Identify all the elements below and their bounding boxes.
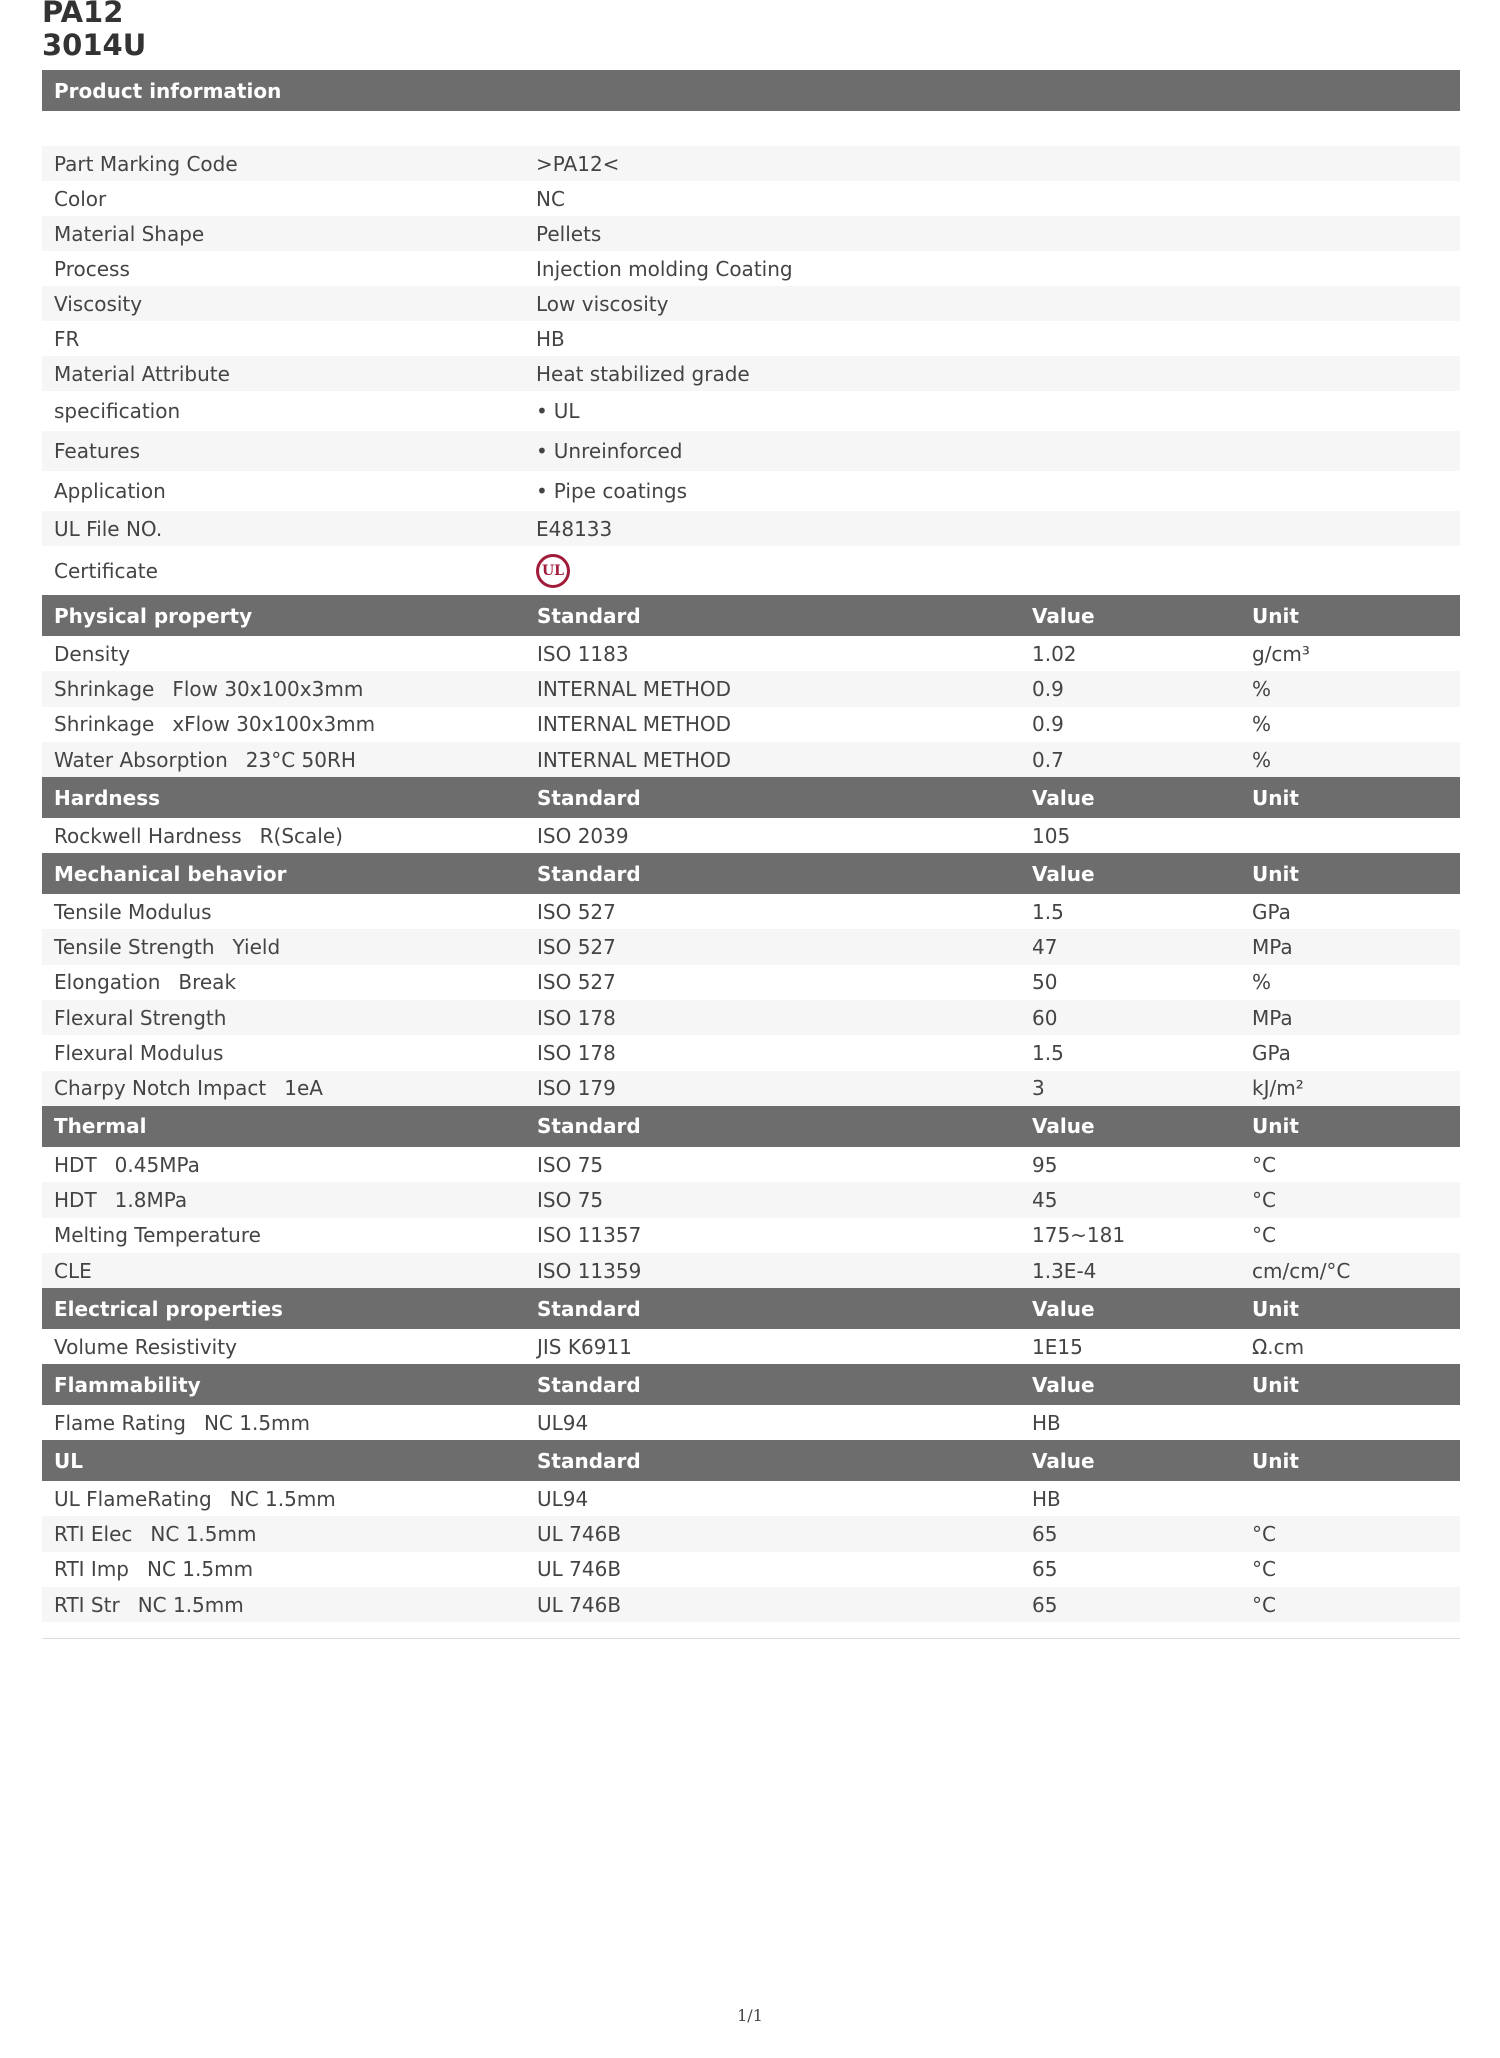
property-unit: °C — [1252, 1522, 1276, 1547]
info-value-text: Pellets — [536, 221, 602, 246]
property-name — [42, 1223, 525, 1247]
property-row — [42, 1000, 1460, 1035]
info-value-text: Low viscosity — [536, 291, 669, 316]
section-title: Thermal — [54, 1114, 147, 1139]
property-row — [42, 965, 1460, 1000]
property-value: 3 — [1032, 1076, 1045, 1101]
section-header — [42, 1288, 1460, 1329]
certificate-value — [524, 554, 1460, 588]
property-value: 65 — [1032, 1557, 1058, 1582]
col-header-standard: Standard — [537, 861, 641, 886]
property-value: 1E15 — [1032, 1334, 1083, 1359]
property-condition: Flow 30x100x3mm — [172, 676, 364, 701]
info-row — [42, 391, 1460, 431]
info-value — [524, 257, 1460, 281]
property-unit: MPa — [1252, 935, 1293, 960]
property-name — [42, 1259, 525, 1283]
col-header-value: Value — [1032, 1448, 1095, 1473]
property-unit: kJ/m² — [1252, 1076, 1304, 1101]
property-condition: NC 1.5mm — [229, 1486, 336, 1511]
property-name-text: Tensile Strength — [54, 935, 215, 960]
info-value-text: E48133 — [536, 516, 613, 541]
info-value — [524, 479, 1460, 503]
property-standard: UL 746B — [537, 1522, 622, 1547]
property-condition: 0.45MPa — [114, 1152, 200, 1177]
property-row — [42, 1147, 1460, 1182]
ul-certification-logo: UL — [536, 554, 570, 588]
col-header-unit: Unit — [1252, 1448, 1299, 1473]
col-header-value: Value — [1032, 1114, 1095, 1139]
property-row — [42, 1253, 1460, 1288]
property-condition: 1.8MPa — [114, 1187, 188, 1212]
property-row — [42, 1182, 1460, 1217]
property-value: 175~181 — [1032, 1223, 1126, 1248]
bullet-icon: • — [536, 439, 548, 463]
property-name — [42, 1411, 525, 1435]
section-title: Physical property — [54, 603, 253, 628]
property-name — [42, 1076, 525, 1100]
property-name-text: Rockwell Hardness — [54, 823, 242, 848]
property-name-text: CLE — [54, 1258, 92, 1283]
info-row — [42, 216, 1460, 251]
info-label: Material Shape — [54, 221, 205, 246]
section-header — [42, 1440, 1460, 1481]
property-value: 1.5 — [1032, 899, 1064, 924]
info-label: Process — [54, 256, 130, 281]
property-row — [42, 1587, 1460, 1622]
property-standard: UL94 — [537, 1486, 589, 1511]
property-condition: R(Scale) — [259, 823, 343, 848]
info-label: specification — [54, 399, 181, 423]
info-value — [524, 517, 1460, 541]
certificate-row — [42, 546, 1460, 595]
product-info-title: Product information — [54, 78, 282, 103]
certificate-label: Certificate — [54, 558, 158, 583]
info-row — [42, 471, 1460, 511]
property-name — [42, 1487, 525, 1511]
section-header — [42, 1364, 1460, 1405]
property-name-text: Charpy Notch Impact — [54, 1076, 267, 1101]
document-title — [42, 0, 146, 62]
property-name-text: RTI Imp — [54, 1557, 129, 1582]
property-standard: INTERNAL METHOD — [537, 676, 732, 701]
property-standard: INTERNAL METHOD — [537, 712, 732, 737]
section-header — [42, 853, 1460, 894]
property-name — [42, 1557, 525, 1581]
property-value: 1.5 — [1032, 1041, 1064, 1066]
property-unit: Ω.cm — [1252, 1334, 1305, 1359]
property-unit: g/cm³ — [1252, 641, 1310, 666]
property-row — [42, 671, 1460, 706]
property-value: 0.9 — [1032, 712, 1064, 737]
title-material: PA12 — [42, 0, 124, 29]
property-name — [42, 1006, 525, 1030]
property-standard: ISO 527 — [537, 935, 616, 960]
property-row — [42, 1035, 1460, 1070]
col-header-value: Value — [1032, 785, 1095, 810]
property-standard: ISO 527 — [537, 970, 616, 995]
col-header-unit: Unit — [1252, 1296, 1299, 1321]
info-value-text: Pipe coatings — [553, 479, 688, 503]
property-value: 1.3E-4 — [1032, 1258, 1097, 1283]
property-name — [42, 712, 525, 736]
property-unit: % — [1252, 747, 1272, 772]
property-name-text: RTI Str — [54, 1592, 120, 1617]
col-header-unit: Unit — [1252, 1114, 1299, 1139]
spacer — [42, 111, 1460, 146]
property-value: HB — [1032, 1410, 1061, 1435]
property-name — [42, 970, 525, 994]
property-name-text: Water Absorption — [54, 747, 228, 772]
property-value: 95 — [1032, 1152, 1058, 1177]
col-header-standard: Standard — [537, 1114, 641, 1139]
info-label: Application — [54, 479, 166, 503]
property-unit: °C — [1252, 1152, 1276, 1177]
info-value — [524, 399, 1460, 423]
property-row — [42, 1405, 1460, 1440]
property-name-text: Elongation — [54, 970, 161, 995]
property-standard: JIS K6911 — [537, 1334, 632, 1359]
property-standard: INTERNAL METHOD — [537, 747, 732, 772]
property-row — [42, 636, 1460, 671]
property-condition: NC 1.5mm — [150, 1522, 257, 1547]
property-unit: cm/cm/°C — [1252, 1258, 1351, 1283]
property-standard: ISO 2039 — [537, 823, 629, 848]
bullet-icon: • — [536, 399, 548, 423]
property-name-text: Flexural Modulus — [54, 1041, 224, 1066]
property-name — [42, 642, 525, 666]
property-value: 65 — [1032, 1592, 1058, 1617]
bullet-icon: • — [536, 479, 548, 503]
info-label: Color — [54, 186, 107, 211]
property-name — [42, 748, 525, 772]
property-row — [42, 1071, 1460, 1106]
property-sections — [42, 595, 1460, 1622]
property-name-text: Flame Rating — [54, 1410, 186, 1435]
property-name — [42, 1153, 525, 1177]
property-condition: Break — [178, 970, 237, 995]
info-row — [42, 356, 1460, 391]
property-row — [42, 818, 1460, 853]
property-row — [42, 1329, 1460, 1364]
info-value-text: NC — [536, 186, 565, 211]
property-standard: ISO 11359 — [537, 1258, 642, 1283]
info-row — [42, 286, 1460, 321]
property-name-text: UL FlameRating — [54, 1486, 212, 1511]
property-value: 0.9 — [1032, 676, 1064, 701]
property-standard: ISO 75 — [537, 1187, 604, 1212]
property-unit: % — [1252, 676, 1272, 701]
property-name — [42, 1041, 525, 1065]
col-header-unit: Unit — [1252, 603, 1299, 628]
property-name — [42, 677, 525, 701]
property-unit: °C — [1252, 1557, 1276, 1582]
property-value: 47 — [1032, 935, 1058, 960]
info-value-text: Heat stabilized grade — [536, 361, 750, 386]
col-header-unit: Unit — [1252, 785, 1299, 810]
property-row — [42, 1552, 1460, 1587]
property-name — [42, 1188, 525, 1212]
property-unit: °C — [1252, 1187, 1276, 1212]
property-unit: °C — [1252, 1223, 1276, 1248]
divider — [42, 1638, 1460, 1639]
product-info-header — [42, 70, 1460, 111]
property-name-text: Flexural Strength — [54, 1005, 227, 1030]
property-row — [42, 1516, 1460, 1551]
property-condition: 1eA — [284, 1076, 323, 1101]
property-standard: UL 746B — [537, 1592, 622, 1617]
property-row — [42, 742, 1460, 777]
property-name-text: Density — [54, 641, 131, 666]
info-row — [42, 511, 1460, 546]
property-condition: xFlow 30x100x3mm — [172, 712, 376, 737]
info-label: Material Attribute — [54, 361, 230, 386]
property-value: HB — [1032, 1486, 1061, 1511]
property-value: 1.02 — [1032, 641, 1077, 666]
property-unit: % — [1252, 712, 1272, 737]
section-title: Electrical properties — [54, 1296, 283, 1321]
property-name-text: Volume Resistivity — [54, 1334, 237, 1359]
info-value — [524, 439, 1460, 463]
section-header — [42, 1106, 1460, 1147]
property-condition: Yield — [232, 935, 281, 960]
property-name — [42, 1593, 525, 1617]
property-unit: GPa — [1252, 899, 1291, 924]
page-number: 1/1 — [737, 2006, 763, 2025]
info-value-text: UL — [553, 399, 580, 423]
info-label: FR — [54, 326, 80, 351]
property-name-text: HDT — [54, 1187, 97, 1212]
col-header-value: Value — [1032, 1296, 1095, 1321]
property-condition: NC 1.5mm — [137, 1592, 244, 1617]
property-row — [42, 894, 1460, 929]
info-value — [524, 222, 1460, 246]
property-name-text: Tensile Modulus — [54, 899, 212, 924]
property-standard: ISO 11357 — [537, 1223, 642, 1248]
info-row — [42, 431, 1460, 471]
property-unit: MPa — [1252, 1005, 1293, 1030]
property-standard: ISO 1183 — [537, 641, 629, 666]
info-value — [524, 327, 1460, 351]
info-value-text: Unreinforced — [553, 439, 683, 463]
info-value — [524, 292, 1460, 316]
property-standard: UL94 — [537, 1410, 589, 1435]
info-value-text: HB — [536, 326, 565, 351]
section-header — [42, 777, 1460, 818]
property-row — [42, 707, 1460, 742]
property-row — [42, 929, 1460, 964]
property-value: 50 — [1032, 970, 1058, 995]
info-label: Viscosity — [54, 291, 143, 316]
info-value — [524, 152, 1460, 176]
property-standard: ISO 178 — [537, 1041, 616, 1066]
property-row — [42, 1218, 1460, 1253]
property-name-text: Shrinkage — [54, 676, 155, 701]
property-name — [42, 935, 525, 959]
col-header-standard: Standard — [537, 1296, 641, 1321]
property-standard: ISO 178 — [537, 1005, 616, 1030]
property-standard: UL 746B — [537, 1557, 622, 1582]
col-header-standard: Standard — [537, 1448, 641, 1473]
col-header-value: Value — [1032, 861, 1095, 886]
col-header-standard: Standard — [537, 1372, 641, 1397]
info-value-text: >PA12< — [536, 151, 620, 176]
property-value: 60 — [1032, 1005, 1058, 1030]
info-row — [42, 146, 1460, 181]
col-header-value: Value — [1032, 1372, 1095, 1397]
property-row — [42, 1481, 1460, 1516]
section-title: Hardness — [54, 785, 161, 810]
info-value-text: Injection molding Coating — [536, 256, 793, 281]
info-label: Features — [54, 439, 140, 463]
col-header-unit: Unit — [1252, 861, 1299, 886]
col-header-value: Value — [1032, 603, 1095, 628]
property-name — [42, 824, 525, 848]
property-unit: °C — [1252, 1592, 1276, 1617]
info-value — [524, 362, 1460, 386]
property-standard: ISO 527 — [537, 899, 616, 924]
property-value: 65 — [1032, 1522, 1058, 1547]
property-standard: ISO 75 — [537, 1152, 604, 1177]
property-name — [42, 1522, 525, 1546]
section-title: Mechanical behavior — [54, 861, 287, 886]
section-title: Flammability — [54, 1372, 201, 1397]
property-name-text: RTI Elec — [54, 1522, 133, 1547]
section-header — [42, 595, 1460, 636]
col-header-standard: Standard — [537, 603, 641, 628]
info-value — [524, 187, 1460, 211]
info-row — [42, 181, 1460, 216]
col-header-standard: Standard — [537, 785, 641, 810]
property-condition: NC 1.5mm — [203, 1410, 311, 1435]
property-condition: 23°C 50RH — [245, 747, 356, 772]
info-row — [42, 251, 1460, 286]
info-row — [42, 321, 1460, 356]
product-info-table — [42, 146, 1460, 546]
property-name — [42, 900, 525, 924]
property-name-text: HDT — [54, 1152, 97, 1177]
title-grade: 3014U — [42, 28, 147, 62]
col-header-unit: Unit — [1252, 1372, 1299, 1397]
property-value: 105 — [1032, 823, 1071, 848]
property-name-text: Shrinkage — [54, 712, 155, 737]
property-unit: GPa — [1252, 1041, 1291, 1066]
datasheet — [42, 70, 1460, 1622]
property-name — [42, 1335, 525, 1359]
property-condition: NC 1.5mm — [147, 1557, 254, 1582]
property-value: 45 — [1032, 1187, 1058, 1212]
property-unit: % — [1252, 970, 1272, 995]
section-title: UL — [54, 1448, 83, 1473]
property-name-text: Melting Temperature — [54, 1223, 261, 1248]
property-value: 0.7 — [1032, 747, 1064, 772]
info-label: UL File NO. — [54, 516, 163, 541]
property-standard: ISO 179 — [537, 1076, 616, 1101]
info-label: Part Marking Code — [54, 151, 238, 176]
